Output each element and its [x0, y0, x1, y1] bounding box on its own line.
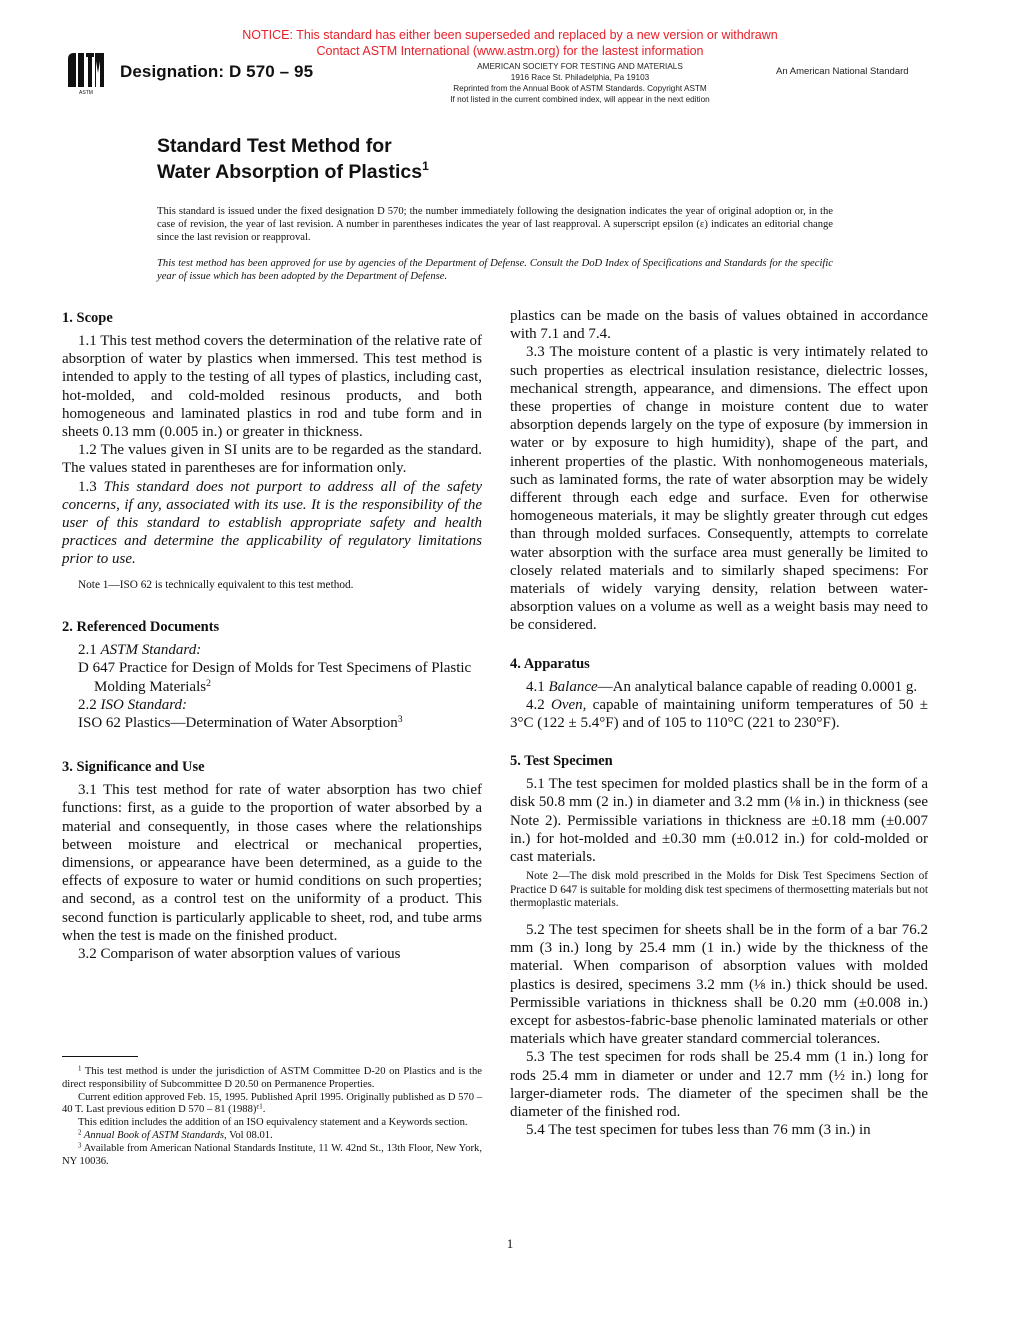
paragraph-3-3: 3.3 The moisture content of a plastic is very intimately related to such properties as electrical insulation resistance, dielectric losses, mechanical strength, appearance, and dimensions. The effect upon these properties of change in moisture content due to water absorption depends largely on the type of exposure (by immersion in water or by exposure to high humidity), shape of the part, and inherent properties of the plastic. With nonhomogeneous materials, such as laminated forms, the rate of water absorption may be widely different through each edge and surface. Even for otherwise homogeneous materials, it may be slightly greater through cut edges than through molded surfaces. Consequently, attempts to correlate water absorption with the surface area must generally be limited to closely related materials and to similarly shaped specimens: For materials of widely varying density, relation between water-absorption values on a volume as well as a weight basis may need to be considered. — [510, 344, 928, 634]
paragraph-5-2: 5.2 The test specimen for sheets shall be in the form of a bar 76.2 mm (3 in.) long by 25.4 mm (1 in.) wide by the thickness of the material. When comparison of absorption values with molded plastics is desired, specimens 3.2 mm (⅛ in.) thick should be used. Permissible variations in thickness shall be 0.20 mm (±0.008 in.) except for asbestos-fabric-base phenolic laminated materials or other materials which have greater standard commercial tolerances. — [510, 922, 928, 1048]
note-2: Note 2—The disk mold prescribed in the Molds for Disk Test Specimens Section of Practice D 647 is suitable for molding disk test specimens of thermosetting materials but not thermoplastic materials. — [510, 870, 928, 910]
section-heading-apparatus: 4. Apparatus — [510, 655, 590, 672]
notice-line-2: Contact ASTM International (www.astm.org) for the lastest information — [316, 44, 704, 58]
paragraph-5-3: 5.3 The test specimen for rods shall be 25.4 mm (1 in.) long for rods 25.4 mm in diameter or under and 12.7 mm (½ in.) long for larger-diameter rods. The diameter of the specimen shall be the diameter of the finished rod. — [510, 1049, 928, 1121]
footnote-3 — [62, 1143, 482, 1169]
paragraph-3-2-continued: plastics can be made on the basis of values obtained in accordance with 7.1 and 7.4. — [510, 308, 928, 343]
footnote-1-edition — [62, 1092, 482, 1118]
footnote-3-text: Available from American National Standards Institute, 11 W. 42nd St., 13th Floor, New York, NY 10036. — [62, 1142, 482, 1167]
society-line: Reprinted from the Annual Book of ASTM Standards. Copyright ASTM — [453, 84, 707, 93]
logo-text: ASTM — [79, 90, 93, 95]
footnotes — [62, 1066, 482, 1168]
paragraph-3-2: 3.2 Comparison of water absorption values of various — [78, 946, 401, 963]
footnote-mark: 1 — [78, 1065, 82, 1073]
document-title — [157, 133, 429, 185]
paragraph-1-3-text: This standard does not purport to address all of the safety concerns, if any, associated with its use. It is the responsibility of the user of this standard to establish appropriate safety and health practices and determine the applicability of regulatory limitations prior to use. — [62, 478, 483, 568]
notice-line-1: NOTICE: This standard has either been superseded and replaced by a new version or withdrawn — [242, 28, 778, 42]
astm-logo-icon — [62, 47, 110, 95]
term-balance: Balance — [548, 678, 598, 695]
note-1: Note 1—ISO 62 is technically equivalent to this test method. — [78, 578, 354, 591]
right-column — [510, 307, 928, 1140]
paragraph-4-2 — [510, 696, 928, 732]
paragraph-4-2-text: capable of maintaining uniform temperatures of 50 ± 3°C (122 ± 5.4°F) and of 105 to 110°C (221 to 230°F). — [510, 696, 928, 732]
paragraph-3-1: 3.1 This test method for rate of water absorption has two chief functions: first, as a guide to the proportion of water absorbed by a material and consequently, in those cases where the relationships between moisture and electrical or mechanical properties, dimensions, or appearance have been determined, as a guide to the effects of exposure to water or humid conditions on such properties; and second, as a control test on the uniformity of a product. This second function is particularly applicable to sheet, rod, and tube arms when the test is made on the finished product. — [62, 782, 482, 944]
paragraph-number: 2.2 — [78, 696, 101, 713]
ref-iso62 — [62, 714, 482, 732]
society-line: AMERICAN SOCIETY FOR TESTING AND MATERIALS — [477, 62, 683, 71]
society-line: 1916 Race St. Philadelphia, Pa 19103 — [510, 73, 650, 82]
section-heading-scope: 1. Scope — [62, 310, 113, 326]
footnote-rule — [62, 1056, 138, 1057]
section-heading-referenced: 2. Referenced Documents — [62, 619, 220, 636]
footnote-1 — [62, 1066, 482, 1092]
society-line: If not listed in the current combined index, will appear in the next edition — [450, 95, 710, 104]
paragraph-number: 1.3 — [78, 478, 104, 495]
footnote-edition-text: Current edition approved Feb. 15, 1995. Published April 1995. Originally published as D 570 – 40 T. Last previous edition D 570 – 81 (1988) — [62, 1091, 482, 1116]
footnote-1-includes: This edition includes the addition of an ISO equivalency statement and a Keywords section. — [78, 1117, 468, 1129]
paragraph-1-2: 1.2 The values given in SI units are to be regarded as the standard. The values stated in parentheses are for information only. — [62, 442, 482, 477]
footnote-2-text: Annual Book of ASTM Standards — [81, 1129, 224, 1141]
ref-d647-text: D 647 Practice for Design of Molds for Test Specimens of Plastic Molding Materials — [78, 660, 472, 695]
dod-note: This test method has been approved for use by agencies of the Department of Defense. Consult the DoD Index of Specifications and Standards for the specific year of issue which has been adopted by the Department of Defense. — [157, 258, 833, 283]
term-oven: Oven, — [551, 696, 587, 713]
footnote-mark: 2 — [206, 677, 211, 689]
society-block — [400, 61, 760, 105]
designation: Designation: D 570 – 95 — [120, 62, 314, 81]
footnote-edition-end: . — [262, 1104, 266, 1116]
footnote-2-end: , Vol 08.01. — [223, 1129, 273, 1141]
paragraph-number: 2.1 — [78, 642, 101, 659]
ref-d647 — [62, 659, 482, 695]
title-line-1: Standard Test Method for — [157, 135, 392, 157]
national-standard-label: An American National Standard — [776, 66, 909, 77]
paragraph-1-1: 1.1 This test method covers the determination of the relative rate of absorption of water by plastics when immersed. This test method is intended to apply to the testing of all types of plastics, including cast, hot-molded, and cold-molded resinous products, and both homogeneous and laminated plastics in rod and tube form and in sheets 0.13 mm (0.005 in.) or greater in thickness. — [62, 333, 482, 441]
footnote-mark: 3 — [78, 1142, 82, 1150]
footnote-2 — [62, 1130, 482, 1143]
section-heading-significance: 3. Significance and Use — [62, 759, 205, 776]
page-number: 1 — [506, 1236, 514, 1251]
section-heading-specimen: 5. Test Specimen — [510, 753, 613, 770]
paragraph-number: 4.2 — [526, 696, 552, 713]
issued-note: This standard is issued under the fixed designation D 570; the number immediately following the designation indicates the year of original adoption or, in the case of revision, the year of last revision. A number in parentheses indicates the year of last reapproval. A superscript epsilon (ε) indicates an editorial change since the last revision or reapproval. — [157, 206, 833, 244]
paragraph-number: 4.1 — [526, 678, 549, 695]
paragraph-5-4: 5.4 The test specimen for tubes less than 76 mm (3 in.) in — [526, 1122, 871, 1139]
ref-2-1 — [62, 641, 482, 659]
footnote-mark: 3 — [397, 714, 403, 726]
ref-2-2 — [62, 696, 482, 714]
footnote-1-text: This test method is under the jurisdiction of ASTM Committee D-20 on Plastics and is the direct responsibility of Subcommittee D 20.50 on Permanence Properties. — [62, 1066, 482, 1090]
paragraph-1-3 — [62, 478, 482, 569]
left-column — [62, 309, 482, 963]
footnote-mark: 2 — [78, 1129, 82, 1137]
ref-2-2-label: ISO Standard: — [100, 696, 188, 713]
title-footnote-mark: 1 — [422, 159, 429, 173]
title-line-2 — [157, 159, 429, 185]
paragraph-4-1-text: —An analytical balance capable of reading 0.0001 g. — [597, 678, 918, 695]
title-line-2-text: Water Absorption of Plastics — [157, 161, 423, 183]
epsilon-mark: ε1 — [256, 1103, 263, 1111]
paragraph-5-1: 5.1 The test specimen for molded plastics shall be in the form of a disk 50.8 mm (2 in.) in diameter and 3.2 mm (⅛ in.) in thickness (see Note 2). Permissible variations in thickness are ±0.18 mm (±0.007 in.) for hot-molded and ±0.30 mm (±0.012 in.) for cold-molded or cast materials. — [510, 776, 928, 866]
ref-iso62-text: ISO 62 Plastics—Determination of Water Absorption — [78, 715, 398, 732]
paragraph-4-1 — [510, 678, 928, 696]
ref-2-1-label: ASTM Standard: — [100, 642, 202, 659]
